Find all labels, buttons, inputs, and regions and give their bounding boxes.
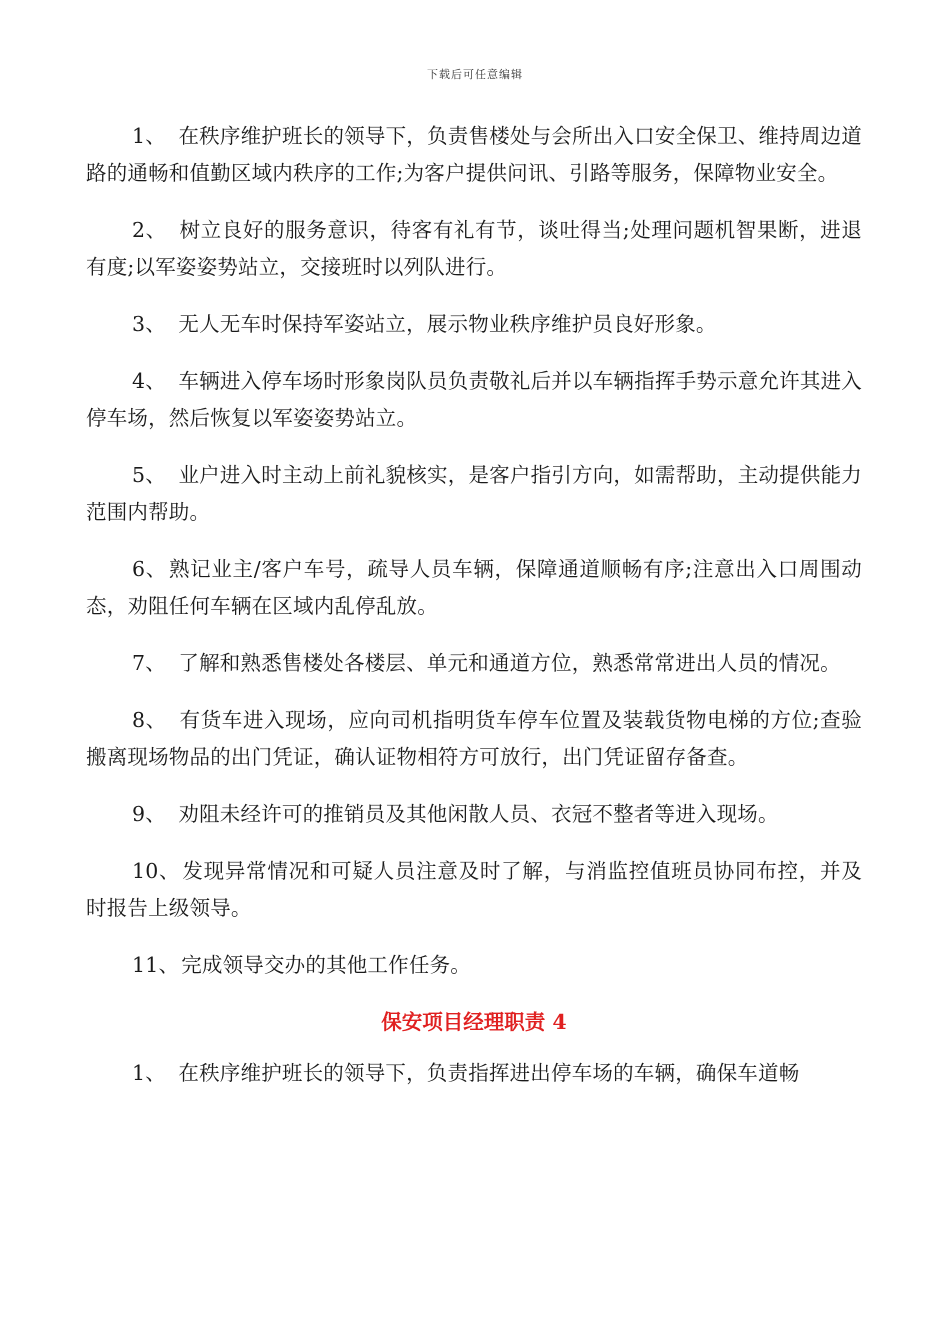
item-number: 9、 [132,802,156,826]
document-body [86,118,862,1112]
item-text: 劝阻未经许可的推销员及其他闲散人员、衣冠不整者等进入现场。 [157,802,779,826]
list-item [86,702,862,776]
item-number: 6、 [132,557,167,581]
header-note: 下载后可任意编辑 [427,68,523,81]
item-number: 7、 [132,651,156,675]
item-text: 熟记业主/客户车号，疏导人员车辆，保障通道顺畅有序;注意出入口周围动态，劝阻任何车辆在区域内乱停乱放。 [86,557,862,618]
list-item [86,853,862,927]
list-item [86,118,862,192]
item-text: 完成领导交办的其他工作任务。 [181,953,471,977]
item-number: 11、 [132,953,180,977]
list-item [86,212,862,286]
item-text: 有货车进入现场，应向司机指明货车停车位置及装载货物电梯的方位;查验搬离现场物品的出门凭证，确认证物相符方可放行，出门凭证留存备查。 [86,708,862,769]
list-item [86,457,862,531]
item-number: 10、 [132,859,181,883]
item-text: 在秩序维护班长的领导下，负责指挥进出停车场的车辆，确保车道畅 [157,1061,800,1085]
list-item [86,306,862,343]
item-number: 2、 [132,218,157,242]
list-item [86,796,862,833]
item-text: 在秩序维护班长的领导下，负责售楼处与会所出入口安全保卫、维持周边道路的通畅和值勤区域内秩序的工作;为客户提供问讯、引路等服务，保障物业安全。 [86,124,862,185]
item-text: 无人无车时保持军姿站立，展示物业秩序维护员良好形象。 [157,312,717,336]
list-item [86,363,862,437]
item-number: 8、 [132,708,157,732]
list-item [86,1055,862,1092]
list-item [86,551,862,625]
item-text: 车辆进入停车场时形象岗队员负责敬礼后并以车辆指挥手势示意允许其进入停车场，然后恢复以军姿姿势站立。 [86,369,862,430]
section-heading: 保安项目经理职责 4 [381,1010,567,1034]
item-text: 树立良好的服务意识，待客有礼有节，谈吐得当;处理问题机智果断，进退有度;以军姿姿势站立，交接班时以列队进行。 [86,218,862,279]
item-number: 4、 [132,369,156,393]
item-text: 了解和熟悉售楼处各楼层、单元和通道方位，熟悉常常进出人员的情况。 [157,651,841,675]
item-text: 业户进入时主动上前礼貌核实，是客户指引方向，如需帮助，主动提供能力范围内帮助。 [86,463,862,524]
item-number: 1、 [132,124,156,148]
item-number: 3、 [132,312,156,336]
item-text: 发现异常情况和可疑人员注意及时了解，与消监控值班员协同布控，并及时报告上级领导。 [86,859,863,920]
list-item [86,947,862,984]
list-item [86,645,862,682]
item-number: 1、 [132,1061,156,1085]
item-number: 5、 [132,463,156,487]
